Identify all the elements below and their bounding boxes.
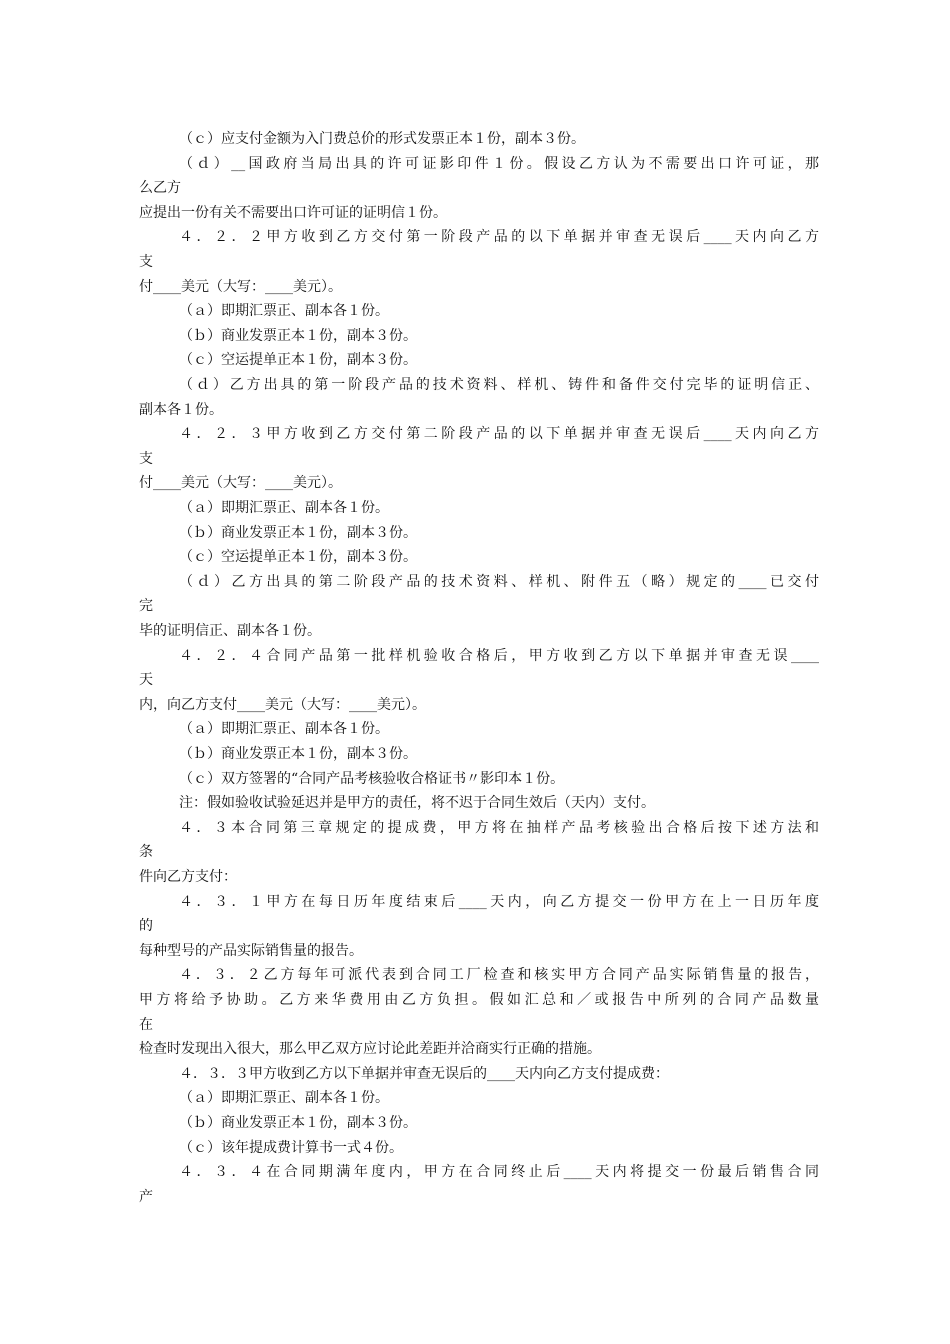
text-line: （ａ）即期汇票正、副本各１份。: [179, 500, 389, 516]
text-line: 支: [139, 450, 153, 467]
text-line: 甲方将给予协助。乙方来华费用由乙方负担。假如汇总和／或报告中所列的合同产品数量: [139, 992, 819, 1008]
text-line: 的: [139, 918, 153, 935]
text-line: 每种型号的产品实际销售量的报告。: [139, 942, 363, 959]
text-line: （ｄ）乙方出具的第二阶段产品的技术资料、样机、附件五（略）规定的____已交付: [179, 573, 819, 590]
text-line: （ｄ）__国政府当局出具的许可证影印件１份。假设乙方认为不需要出口许可证，那: [179, 155, 819, 172]
text-line: 应提出一份有关不需要出口许可证的证明信１份。: [139, 204, 447, 221]
text-line: 付____美元（大写：____美元）。: [139, 278, 342, 295]
text-line: 付____美元（大写：____美元）。: [139, 475, 342, 492]
text-line: （ｂ）商业发票正本１份，副本３份。: [179, 524, 417, 541]
text-line: ４．３．１甲方在每日历年度结束后____天内，向乙方提交一份甲方在上一日历年度: [179, 893, 819, 910]
text-line: ４．３．２乙方每年可派代表到合同工厂检查和核实甲方合同产品实际销售量的报告，: [179, 967, 819, 984]
text-line: （ａ）即期汇票正、副本各１份。: [179, 1090, 389, 1107]
text-line: 内，向乙方支付____美元（大写：____美元）。: [139, 696, 426, 713]
text-line: ４．２．２甲方收到乙方交付第一阶段产品的以下单据并审查无误后____天内向乙方: [179, 229, 819, 246]
text-line: ４．３．３甲方收到乙方以下单据并审查无误后的____天内向乙方支付提成费：: [179, 1065, 669, 1082]
text-line: （ｃ）空运提单正本１份，副本３份。: [179, 352, 417, 369]
text-line: （ｂ）商业发票正本１份，副本３份。: [179, 1115, 417, 1131]
text-line: 么乙方: [139, 180, 181, 197]
text-line: 注：假如验收试验延迟并是甲方的责任，将不迟于合同生效后（天内）支付。: [179, 795, 655, 812]
text-line: 完: [139, 598, 153, 615]
text-line: 件向乙方支付：: [139, 869, 237, 885]
text-line: （ｂ）商业发票正本１份，副本３份。: [179, 327, 417, 344]
text-line: （ｃ）应支付金额为入门费总价的形式发票正本１份，副本３份。: [179, 131, 585, 147]
text-line: 毕的证明信正、副本各１份。: [139, 623, 321, 639]
text-line: 检查时发现出入很大，那么甲乙双方应讨论此差距并洽商实行正确的措施。: [139, 1041, 601, 1058]
text-line: 在: [139, 1016, 153, 1033]
text-line: 支: [139, 254, 153, 270]
text-line: ４．２．４合同产品第一批样机验收合格后，甲方收到乙方以下单据并审查无误____: [179, 647, 819, 664]
text-line: （ｃ）空运提单正本１份，副本３份。: [179, 549, 417, 566]
text-line: ４．３．４在合同期满年度内，甲方在合同终止后____天内将提交一份最后销售合同: [179, 1164, 819, 1181]
text-line: 天: [139, 672, 153, 689]
text-line: （ｃ）该年提成费计算书一式４份。: [179, 1139, 403, 1156]
text-line: 副本各１份。: [139, 401, 223, 418]
text-line: （ｃ）双方签署的“合同产品考核验收合格证书〃影印本１份。: [179, 770, 565, 787]
text-line: ４．２．３甲方收到乙方交付第二阶段产品的以下单据并审查无误后____天内向乙方: [179, 426, 819, 443]
text-line: 产: [139, 1188, 153, 1205]
text-line: （ａ）即期汇票正、副本各１份。: [179, 721, 389, 738]
text-line: ４．３本合同第三章规定的提成费，甲方将在抽样产品考核验出合格后按下述方法和: [179, 819, 819, 836]
text-line: （ａ）即期汇票正、副本各１份。: [179, 303, 389, 320]
text-line: 条: [139, 844, 153, 861]
text-line: （ｄ）乙方出具的第一阶段产品的技术资料、样机、铸件和备件交付完毕的证明信正、: [179, 377, 819, 393]
text-line: （ｂ）商业发票正本１份，副本３份。: [179, 746, 417, 762]
